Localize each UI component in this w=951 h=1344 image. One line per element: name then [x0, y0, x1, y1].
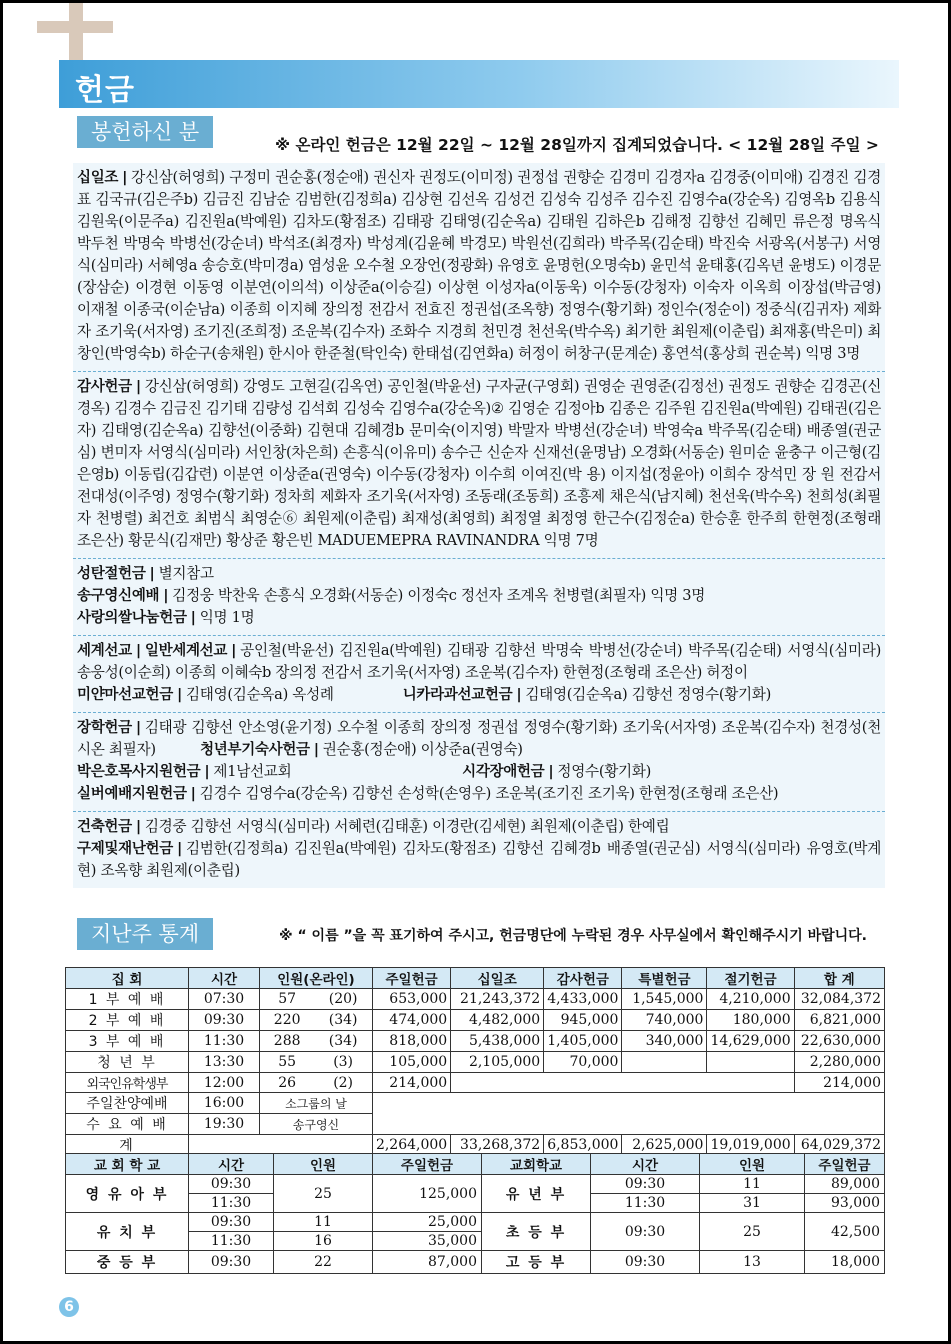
youth-dorm-label: 청년부기숙사헌금 [200, 742, 310, 758]
school-offering: 25,000 [373, 1213, 482, 1232]
col-header: 주일헌금 [372, 968, 450, 989]
empty-cell [372, 1114, 884, 1135]
row-time: 11:30 [189, 1031, 260, 1052]
col-header: 인원 [700, 1154, 805, 1175]
school-name: 고 등 부 [482, 1251, 591, 1274]
row-online: (2) [314, 1073, 372, 1093]
row-tithe: 4,482,000 [451, 1010, 544, 1031]
offering-list [73, 163, 885, 888]
row-total: 2,280,000 [794, 1052, 884, 1073]
row-thanks: 945,000 [544, 1010, 622, 1031]
col-header: 주일헌금 [805, 1154, 885, 1175]
row-note: 송구영신 [260, 1114, 373, 1135]
total-thanks: 6,853,000 [544, 1135, 622, 1156]
row-online: (34) [314, 1010, 372, 1031]
row-total: 214,000 [794, 1073, 884, 1093]
name-notice: ※ “ 이름 ”을 꼭 표기하여 주시고, 헌금명단에 누락된 경우 사무실에서 확인해주시기 바랍니다. [279, 928, 867, 944]
school-name: 영 유 아 부 [66, 1175, 189, 1213]
row-name: 3 부 예 배 [66, 1031, 189, 1052]
scholarship-section: 장학헌금 | 김태광 김향선 안소영(윤기정) 오수철 이종희 장의정 정권섭 정영수(황기화) 조기욱(서자영) 조운복(김수자) 천경성(천시온 최필자) 청년부기숙사헌금 | 권순홍(정순애) 이상준a(권영숙) 박은호목사지원헌금 | 제1남선교회 시각장애헌금 | 정영수(황기화) 실버예배지원헌금 | 김경수 김영수a(강순옥) 김향선 손성학(손영우) 조운복(조기진 조기욱) 한현정(조형래 조은산) [73, 713, 885, 812]
scholarship-label: 장학헌금 [77, 720, 132, 736]
weekly-stats-table [65, 967, 885, 1156]
farewell-names: 김정웅 박찬욱 손흥식 오경화(서동순) 이정숙c 정선자 조계옥 천병렬(최필자) 익명 3명 [172, 587, 706, 604]
row-sunday: 653,000 [372, 989, 450, 1010]
youth-dorm-names: 권순홍(정순애) 이상준a(권영숙) [322, 741, 523, 758]
col-header: 인원 [274, 1154, 373, 1175]
pastor-support-label: 박은호목사지원헌금 [77, 764, 201, 780]
school-offering: 35,000 [373, 1232, 482, 1251]
row-tithe [451, 1073, 544, 1093]
tithe-names: 강신삼(허영희) 구정미 권순홍(정순애) 권신자 권정도(이미정) 권정섭 권향순 김경미 김경자a 김경중(이미애) 김경진 김경표 김국규(김은주b) 김금진 김남순 김범한(김정희a) 김상현 김선옥 김성건 김성숙 김성주 김수진 김영수a(강순옥) 김영옥b 김용식 김원욱(이문주a) 김진원a(박예원) 김차도(황점조) 김태광 김태영(김순옥a) 김태원 김하은b 김해정 김향선 김혜민 류은정 명옥식 박두천 박명숙 박병선(강순녀) 박석조(최경자) 박성계(김윤혜 박경모) 박원선(김희라) 박주목(김순태) 박진숙 서광옥(서봉구) 서영식(심미라) 서혜영a 송승호(박미경a) 염성윤 오수철 오장언(정광화) 유영호 윤명헌(오명숙b) 윤민석 윤태홍(김옥년 윤병도) 이경문(장삼순) 이경현 이동영 이분연(이의석) 이상준a(이승길) 이상현 이성자a(이동욱) 이수동(강청자) 이숙자 이옥희 이장섭(박금영) 이재철 이종국(이순남a) 이종희 이지혜 장의정 전감서 전효진 정권섭(조옥향) 정영수(황기화) 정인수(정순이) 정중식(김귀자) 제화자 조기욱(서자영) 조기진(조희정) 조운복(김수자) 조화수 지경희 천민경 천선욱(박수옥) 최기한 최원제(이춘립) 최재홍(박은미) 최창인(박영숙b) 하순구(송채원) 한시아 한준철(탁인숙) 한태섭(김연화a) 허정이 허창구(문계순) 홍연석(홍상희 권순복) 익명 3명 [77, 169, 881, 362]
page-title: 헌금 [75, 73, 135, 108]
row-name: 수 요 예 배 [66, 1114, 189, 1135]
row-special: 340,000 [622, 1031, 707, 1052]
online-notice: ※ 온라인 헌금은 12월 22일 ~ 12월 28일까지 집계되었습니다. < 12월 28일 주일 > [275, 136, 879, 154]
row-season: 14,629,000 [707, 1031, 794, 1052]
building-label: 건축헌금 [77, 819, 132, 835]
table-row [66, 1114, 885, 1135]
row-thanks: 4,433,000 [544, 989, 622, 1010]
row-people: 288 [260, 1031, 315, 1052]
relief-label: 구제및재난헌금 [77, 841, 173, 857]
cross-icon-bar [37, 21, 113, 33]
total-sunday: 2,264,000 [372, 1135, 450, 1156]
school-offering: 125,000 [373, 1175, 482, 1213]
col-header: 주일헌금 [373, 1154, 482, 1175]
col-header: 절기헌금 [707, 968, 794, 989]
row-time: 07:30 [189, 989, 260, 1010]
table-row [66, 1073, 885, 1093]
school-people: 22 [274, 1251, 373, 1274]
pastor-support-names: 제1남선교회 [213, 763, 292, 780]
school-time: 09:30 [189, 1175, 274, 1194]
row-thanks: 1,405,000 [544, 1031, 622, 1052]
world-mission-label: 세계선교 [77, 643, 132, 659]
col-header: 십일조 [451, 968, 544, 989]
school-time: 11:30 [189, 1232, 274, 1251]
scholarship-names: 김태광 김향선 안소영(윤기정) 오수철 이종희 장의정 정권섭 정영수(황기화) 조기욱(서자영) 조운복(김수자) 천경성(천시온 최필자) [77, 719, 881, 758]
table-row [66, 1093, 885, 1114]
row-name: 청 년 부 [66, 1052, 189, 1073]
col-header: 교회학교 [482, 1154, 591, 1175]
farewell-label: 송구영신예배 [77, 588, 160, 604]
school-time: 09:30 [189, 1251, 274, 1274]
empty-cell [372, 1093, 884, 1114]
row-online: (20) [314, 989, 372, 1010]
school-time: 09:30 [189, 1213, 274, 1232]
col-header: 시간 [189, 1154, 274, 1175]
school-offering: 18,000 [805, 1251, 885, 1274]
table-row [66, 1175, 885, 1194]
col-header: 인원(온라인) [260, 968, 373, 989]
row-people: 220 [260, 1010, 315, 1031]
row-special: 740,000 [622, 1010, 707, 1031]
school-name: 초 등 부 [482, 1213, 591, 1251]
myanmar-names: 김태영(김순옥a) 옥성례 [185, 686, 334, 703]
school-people: 16 [274, 1232, 373, 1251]
stats-header-row [66, 968, 885, 989]
table-row [66, 1010, 885, 1031]
christmas-names: 별지참고 [158, 565, 214, 582]
col-header: 시간 [591, 1154, 700, 1175]
thanks-label: 감사헌금 [77, 379, 132, 395]
row-special [622, 1073, 707, 1093]
silver-names: 김경수 김영수a(강순옥) 김향선 손성학(손영우) 조운복(조기진 조기욱) 한현정(조형래 조은산) [199, 785, 779, 802]
row-sunday: 214,000 [372, 1073, 450, 1093]
row-sunday: 105,000 [372, 1052, 450, 1073]
school-offering: 93,000 [805, 1194, 885, 1213]
myanmar-label: 미얀마선교헌금 [77, 687, 173, 703]
title-bar [59, 60, 899, 108]
blind-label: 시각장애헌금 [462, 764, 545, 780]
row-name: 1 부 예 배 [66, 989, 189, 1010]
silver-label: 실버예배지원헌금 [77, 786, 187, 802]
school-time: 11:30 [591, 1194, 700, 1213]
col-header: 감사헌금 [544, 968, 622, 989]
row-note: 소그룹의 날 [260, 1093, 373, 1114]
school-people: 31 [700, 1194, 805, 1213]
love-rice-names: 익명 1명 [199, 609, 255, 626]
school-time: 09:30 [591, 1251, 700, 1274]
mission-section: 세계선교 | 일반세계선교 | 공인철(박윤선) 김진원a(박예원) 김태광 김향선 박명숙 박병선(강순녀) 박주목(김순태) 서영식(심미라) 송웅성(이순희) 이종희 이혜숙b 장의정 전감서 조기욱(서자영) 조운복(김수자) 한현정(조형래 조은산) 허정이 미얀마선교헌금 | 김태영(김순옥a) 옥성례 니카라과선교헌금 | 김태영(김순옥a) 김향선 정영수(황기화) [73, 636, 885, 713]
row-name: 2 부 예 배 [66, 1010, 189, 1031]
row-people: 57 [260, 989, 315, 1010]
row-time: 12:00 [189, 1073, 260, 1093]
school-offering: 87,000 [373, 1251, 482, 1274]
row-tithe: 2,105,000 [451, 1052, 544, 1073]
school-name: 중 등 부 [66, 1251, 189, 1274]
col-header: 시간 [189, 968, 260, 989]
thanks-names: 강신삼(허영희) 강영도 고현길(김옥연) 공인철(박윤선) 구자균(구영회) 권영순 권영준(김정선) 권정도 권향순 김경곤(신경옥) 김경수 김금진 김기태 김량성 김석회 김성숙 김영수a(강순옥)② 김영순 김정아b 김종은 김주원 김진원a(박예원) 김태권(김은자) 김태영(김순옥a) 김향선(이중화) 김현대 김혜경b 문미숙(이지영) 박말자 박병선(강순녀) 박영숙a 박주목(김순태) 배종열(권군심) 변미자 서영식(심미라) 서인창(차은희) 손흥식(이유미) 송수근 신순자 신재선(윤명남) 오경화(서동순) 원미순 윤충구 이근형(김은영b) 이동립(김갑련) 이분연 이상준a(권영숙) 이수동(강청자) 이수희 이여진(박 용) 이지섭(정윤아) 이희수 장석민 장 원 전감서 전대성(이주영) 정영수(황기화) 정차희 제화자 조기욱(서자영) 조동래(조동희) 조흥제 채은식(남지혜) 천선욱(박수옥) 천희성(최필자 천병렬) 최건호 최범식 최영순⑥ 최원제(이춘립) 최재성(최영희) 최정열 최정영 한근수(김정순a) 한승훈 한주희 한현정(조형래 조은산) 황문식(김재만) 황상준 황은빈 MADUEMEPRA RAVINANDRA 익명 7명 [77, 378, 881, 549]
building-names: 김경중 김향선 서영식(심미라) 서혜련(김태훈) 이경란(김세현) 최원제(이춘립) 한예립 [144, 818, 670, 835]
school-people: 25 [274, 1175, 373, 1213]
row-name: 주일찬양예배 [66, 1093, 189, 1114]
school-time: 09:30 [591, 1175, 700, 1194]
row-tithe: 5,438,000 [451, 1031, 544, 1052]
col-header: 집 회 [66, 968, 189, 989]
row-sunday: 474,000 [372, 1010, 450, 1031]
table-row [66, 989, 885, 1010]
school-people: 11 [700, 1175, 805, 1194]
row-people: 26 [260, 1073, 315, 1093]
row-season: 4,210,000 [707, 989, 794, 1010]
school-time: 11:30 [189, 1194, 274, 1213]
school-people: 11 [274, 1213, 373, 1232]
row-season: 180,000 [707, 1010, 794, 1031]
total-label: 계 [66, 1135, 189, 1156]
table-row [66, 1251, 885, 1274]
row-thanks: 70,000 [544, 1052, 622, 1073]
row-name: 외국인유학생부 [66, 1073, 189, 1093]
table-row [66, 1031, 885, 1052]
school-name: 유 년 부 [482, 1175, 591, 1213]
school-offering: 42,500 [805, 1213, 885, 1251]
row-special: 1,545,000 [622, 989, 707, 1010]
row-special [622, 1052, 707, 1073]
christmas-label: 성탄절헌금 [77, 566, 146, 582]
school-header-row [66, 1154, 885, 1175]
table-row [66, 1213, 885, 1232]
blind-names: 정영수(황기화) [557, 763, 651, 780]
stats-tab: 지난주 통계 [77, 918, 213, 950]
col-header: 특별헌금 [622, 968, 707, 989]
row-time: 19:30 [189, 1114, 260, 1135]
row-online: (3) [314, 1052, 372, 1073]
row-time: 16:00 [189, 1093, 260, 1114]
row-time: 09:30 [189, 1010, 260, 1031]
school-name: 유 치 부 [66, 1213, 189, 1251]
special-section: 성탄절헌금 | 별지참고 송구영신예배 | 김정웅 박찬욱 손흥식 오경화(서동순) 이정숙c 정선자 조계옥 천병렬(최필자) 익명 3명 사랑의쌀나눔헌금 | 익명 1명 [73, 559, 885, 636]
row-online: (34) [314, 1031, 372, 1052]
love-rice-label: 사랑의쌀나눔헌금 [77, 610, 187, 626]
nicaragua-names: 김태영(김순옥a) 김향선 정영수(황기화) [525, 686, 771, 703]
building-section: 건축헌금 | 김경중 김향선 서영식(심미라) 서혜련(김태훈) 이경란(김세현) 최원제(이춘립) 한예립 구제및재난헌금 | 김범한(김정희a) 김진원a(박예원) 김차도(황점조) 김향선 김혜경b 배종열(권군심) 서영식(심미라) 유영호(박계현) 조옥향 최원제(이춘립) [77, 818, 881, 879]
tithe-label: 십일조 [77, 170, 119, 186]
total-special: 2,625,000 [622, 1135, 707, 1156]
row-season [707, 1052, 794, 1073]
school-offering: 89,000 [805, 1175, 885, 1194]
row-sunday: 818,000 [372, 1031, 450, 1052]
table-row [66, 1052, 885, 1073]
thanks-section: 감사헌금 | 강신삼(허영희) 강영도 고현길(김옥연) 공인철(박윤선) 구자균(구영회) 권영순 권영준(김정선) 권정도 권향순 김경곤(신경옥) 김경수 김금진 김기태 김량성 김석회 김성숙 김영수a(강순옥)② 김영순 김정아b 김종은 김주원 김진원a(박예원) 김태권(김은자) 김태영(김순옥a) 김향선(이중화) 김현대 김혜경b 문미숙(이지영) 박말자 박병선(강순녀) 박영숙a 박주목(김순태) 배종열(권군심) 변미자 서영식(심미라) 서인창(차은희) 손흥식(이유미) 송수근 신순자 신재선(윤명남) 오경화(서동순) 원미순 윤충구 이근형(김은영b) 이동립(김갑련) 이분연 이상준a(권영숙) 이수동(강청자) 이수희 이여진(박 용) 이지섭(정윤아) 이희수 장석민 장 원 전감서 전대성(이주영) 정영수(황기화) 정차희 제화자 조기욱(서자영) 조동래(조동희) 조흥제 채은식(남지혜) 천선욱(박수옥) 천희성(최필자 천병렬) 최건호 최범식 최영순⑥ 최원제(이춘립) 최재성(최영희) 최정열 최정영 한근수(김정순a) 한승훈 한주희 한현정(조형래 조은산) 황문식(김재만) 황상준 황은빈 MADUEMEPRA RAVINANDRA 익명 7명 [73, 372, 885, 559]
school-time: 09:30 [591, 1213, 700, 1251]
row-thanks [544, 1073, 622, 1093]
school-people: 25 [700, 1213, 805, 1251]
relief-names: 김범한(김정희a) 김진원a(박예원) 김차도(황점조) 김향선 김혜경b 배종열(권군심) 서영식(심미라) 유영호(박계현) 조옥향 최원제(이춘립) [77, 840, 881, 879]
world-mission-names: 공인철(박윤선) 김진원a(박예원) 김태광 김향선 박명숙 박병선(강순녀) 박주목(김순태) 서영식(심미라) 송웅성(이순희) 이종희 이혜숙b 장의정 전감서 조기욱(서자영) 조운복(김수자) 한현정(조형래 조은산) 허정이 [77, 642, 881, 681]
total-season: 19,019,000 [707, 1135, 794, 1156]
tithe-section: 십일조 | 강신삼(허영희) 구정미 권순홍(정순애) 권신자 권정도(이미정) 권정섭 권향순 김경미 김경자a 김경중(이미애) 김경진 김경표 김국규(김은주b) 김금진 김남순 김범한(김정희a) 김상현 김선옥 김성건 김성숙 김성주 김수진 김영수a(강순옥) 김영옥b 김용식 김원욱(이문주a) 김진원a(박예원) 김차도(황점조) 김태광 김태영(김순옥a) 김태원 김하은b 김해정 김향선 김혜민 류은정 명옥식 박두천 박명숙 박병선(강순녀) 박석조(최경자) 박성계(김윤혜 박경모) 박원선(김희라) 박주목(김순태) 박진숙 서광옥(서봉구) 서영식(심미라) 서혜영a 송승호(박미경a) 염성윤 오수철 오장언(정광화) 유영호 윤명헌(오명숙b) 윤민석 윤태홍(김옥년 윤병도) 이경문(장삼순) 이경현 이동영 이분연(이의석) 이상준a(이승길) 이상현 이성자a(이동욱) 이수동(강청자) 이숙자 이옥희 이장섭(박금영) 이재철 이종국(이순남a) 이종희 이지혜 장의정 전감서 전효진 정권섭(조옥향) 정영수(황기화) 정인수(정순이) 정중식(김귀자) 제화자 조기욱(서자영) 조기진(조희정) 조운복(김수자) 조화수 지경희 천민경 천선욱(박수옥) 최기한 최원제(이춘립) 최재홍(박은미) 최창인(박영숙b) 하순구(송채원) 한시아 한준철(탁인숙) 한태섭(김연화a) 허정이 허창구(문계순) 홍연석(홍상희 권순복) 익명 3명 [73, 163, 885, 372]
row-people: 55 [260, 1052, 315, 1073]
total-total: 64,029,372 [794, 1135, 884, 1156]
row-total: 22,630,000 [794, 1031, 884, 1052]
nicaragua-label: 니카라과선교헌금 [402, 687, 513, 703]
col-header: 교 회 학 교 [66, 1154, 189, 1175]
church-school-table [65, 1153, 885, 1274]
row-season [707, 1073, 794, 1093]
row-total: 32,084,372 [794, 989, 884, 1010]
school-people: 13 [700, 1251, 805, 1274]
col-header: 합 계 [794, 968, 884, 989]
total-tithe: 33,268,372 [451, 1135, 544, 1156]
row-tithe: 21,243,372 [451, 989, 544, 1010]
row-time: 13:30 [189, 1052, 260, 1073]
donors-tab: 봉헌하신 분 [77, 116, 213, 148]
world-mission-sublabel: 일반세계선교 [144, 643, 228, 659]
page-number: 6 [59, 1297, 79, 1317]
row-total: 6,821,000 [794, 1010, 884, 1031]
